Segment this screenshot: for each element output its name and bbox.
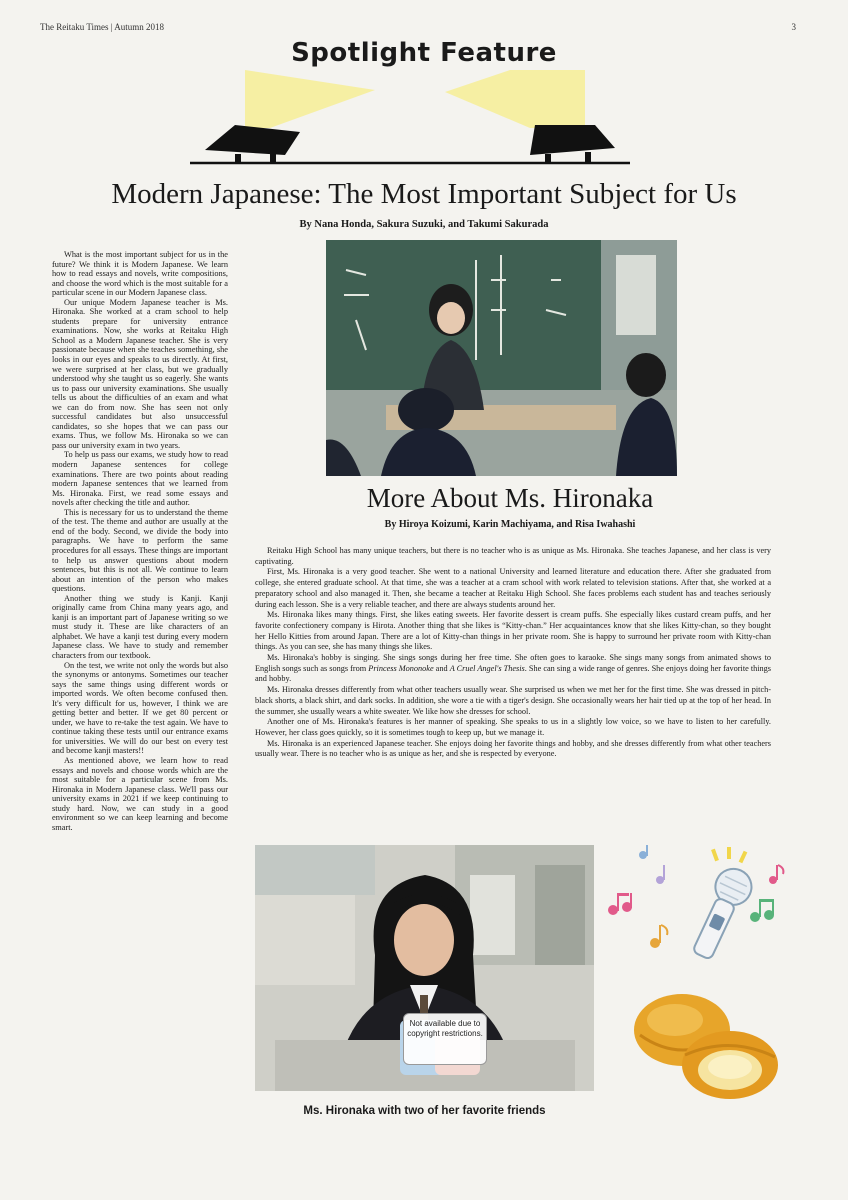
song-title: Princess Mononoke [368, 663, 434, 673]
paragraph: Another thing we study is Kanji. Kanji originally came from China many years ago, and kanji is an important part of Japanese writing so we must study it. These are like characters of an alphabet. We have a kanji test during every modern Japanese class. We have to study and remember characters from our textbook. [52, 593, 228, 660]
cream-puff-illustration [630, 975, 785, 1105]
microphone-music-notes-illustration [605, 845, 790, 975]
paragraph: Ms. Hironaka's hobby is singing. She sings songs during her free time. She often goes to karaoke. She sings many songs from animated shows to English songs such as songs from Princess Mononoke and A Cruel Angel's Thesis. She can sing a wide range of genres. She enjoys doing her favorite things and hobby. [255, 653, 772, 684]
paragraph: As mentioned above, we learn how to read essays and novels and choose words which are the most suitable for a particular scene from Ms. Hironaka in Modern Japanese class. We'll pass our university exams in 2021 if we keep continuing to study hard. Now, we can study in a good environment so we can keep learning and become smart. [52, 755, 228, 832]
paragraph: On the test, we write not only the words but also the synonyms or antonyms. Sometimes our teacher says the same things using different words or imported words. We often become confused then. It's very difficult for us, however, I think we are getting better and better. If we get 80 percent or under, we have to re-take the test again. We have to continue taking these tests until our entrance exams for universities. We will do our best on every test and become kanji masters!! [52, 660, 228, 756]
paragraph: Ms. Hironaka is an experienced Japanese teacher. She enjoys doing her favorite things and hobby, and she dresses differently from what other teachers usually wear. There is no teacher who is as unique as her, and she is respected by everyone. [255, 738, 771, 759]
song-title: A Cruel Angel's Thesis [449, 663, 525, 673]
paragraph: Ms. Hironaka likes many things. First, she likes eating sweets. Her favorite dessert is cream puffs. She especially likes custard cream puffs, and her favorite confectionery company is Hirota. Another thing that she likes is “Kitty-chan.” Her acquaintances know that she likes Kitty-chan, so they bought her Hello Kitties from around Japan. There are a lot of Kitty-chan things in her private room. She is happy to surround her private room with Kitty-chan things. As you can see, she has many things she likes. [255, 610, 771, 652]
sparkle-icon [711, 847, 747, 863]
music-note-icon [608, 893, 632, 915]
paragraph: Ms. Hironaka dresses differently from what other teachers usually wear. She surprised us when we met her for the first time. She was dressed in pitch-black shorts, a black shirt, and dark socks. In addition, she wore a tie with a tiger's design. She occasionally wears her hair tied up at the top of her head. In the summer, she usually wears a white sweater. We like how she dresses for school. [255, 685, 771, 716]
paragraph: Our unique Modern Japanese teacher is Ms. Hironaka. She worked at a cram school to help students prepare for university entrance examinations. Now, she works at Reitaku High School as a Modern Japanese teacher. She is very passionate because when she teaches something, she looks in our eyes and speaks to us directly. At first, we were surprised at her class, but we gradually understood why she taught us so eagerly. She wants us to pass our university examinations. She usually tells us about the difficulties of an exam and what we can do from now. She has seen not only successful candidates but also unsuccessful candidates, so she hopes that we can pass our exams. Thus, we follow Ms. Hironaka so we can pass our university exam in two years. [52, 297, 228, 450]
article2-headline: More About Ms. Hironaka [366, 483, 654, 513]
paragraph: To help us pass our exams, we study how to read modern Japanese sentences for college examinations. There are two points about reading modern Japanese sentences that we learned from Ms. Hironaka. First, we read some essays and novels after checking the title and author. [52, 450, 228, 508]
page-number: 3 [791, 22, 796, 32]
music-note-icon [769, 865, 783, 884]
music-note-icon [750, 899, 774, 922]
article-headline: Modern Japanese: The Most Important Subject for Us [111, 178, 737, 210]
article-byline: By Nana Honda, Sakura Suzuki, and Takumi Sakurada [299, 219, 549, 230]
paragraph: Another one of Ms. Hironaka's features is her manner of speaking. She speaks to us in a slightly low voice, so we have to listen to her carefully. However, her class goes quickly, so it is sometimes tough to keep up, but we manage it. [255, 717, 771, 737]
classroom-photo [326, 240, 677, 476]
teacher-portrait-photo [255, 845, 594, 1091]
running-head: The Reitaku Times | Autumn 2018 [40, 22, 165, 32]
article2-byline: By Hiroya Koizumi, Karin Machiyama, and Risa Iwahashi [384, 519, 636, 530]
paragraph: Reitaku High School has many unique teachers, but there is no teacher who is as unique as Ms. Hironaka. She teaches Japanese, and her class is very captivating. [255, 546, 771, 566]
music-note-icon [639, 845, 648, 859]
paragraph: What is the most important subject for us in the future? We think it is Modern Japanese. We learn how to read essays and novels, write compositions, and choose the word which is the most suitable for a particular scene in our Modern Japanese class. [52, 250, 228, 298]
spotlight-banner-title: Spotlight Feature [291, 38, 557, 68]
copyright-notice: Not available due to copyright restrictions. [403, 1013, 487, 1065]
spotlight-illustration [190, 70, 660, 170]
article2-body [255, 546, 771, 760]
music-note-icon [650, 925, 667, 948]
article-body-left-column [52, 250, 228, 832]
paragraph: This is necessary for us to understand the theme of the test. The theme and author are usually at the end of the body. Second, we divide the body into paragraphs. We have to perform the same procedures for all essays. These things are important to help us answer questions about modern sentences, but this is not all. We continue to learn about an intention of the person who makes questions. [52, 507, 228, 594]
photo-caption: Ms. Hironaka with two of her favorite friends [303, 1105, 546, 1117]
paragraph: First, Ms. Hironaka is a very good teacher. She went to a national University and learned literature and education there. After she graduated from college, she entered graduate school. At that time, she was a teacher at a cram school with work related to television stations. After that, she worked at a preparatory school and also managed it. Then, she became a teacher at Reitaku High School. She faces problems each student has and teaches seriously during each lesson. She is a very reliable teacher, and there are always students around her. [255, 567, 771, 609]
music-note-icon [656, 865, 665, 884]
